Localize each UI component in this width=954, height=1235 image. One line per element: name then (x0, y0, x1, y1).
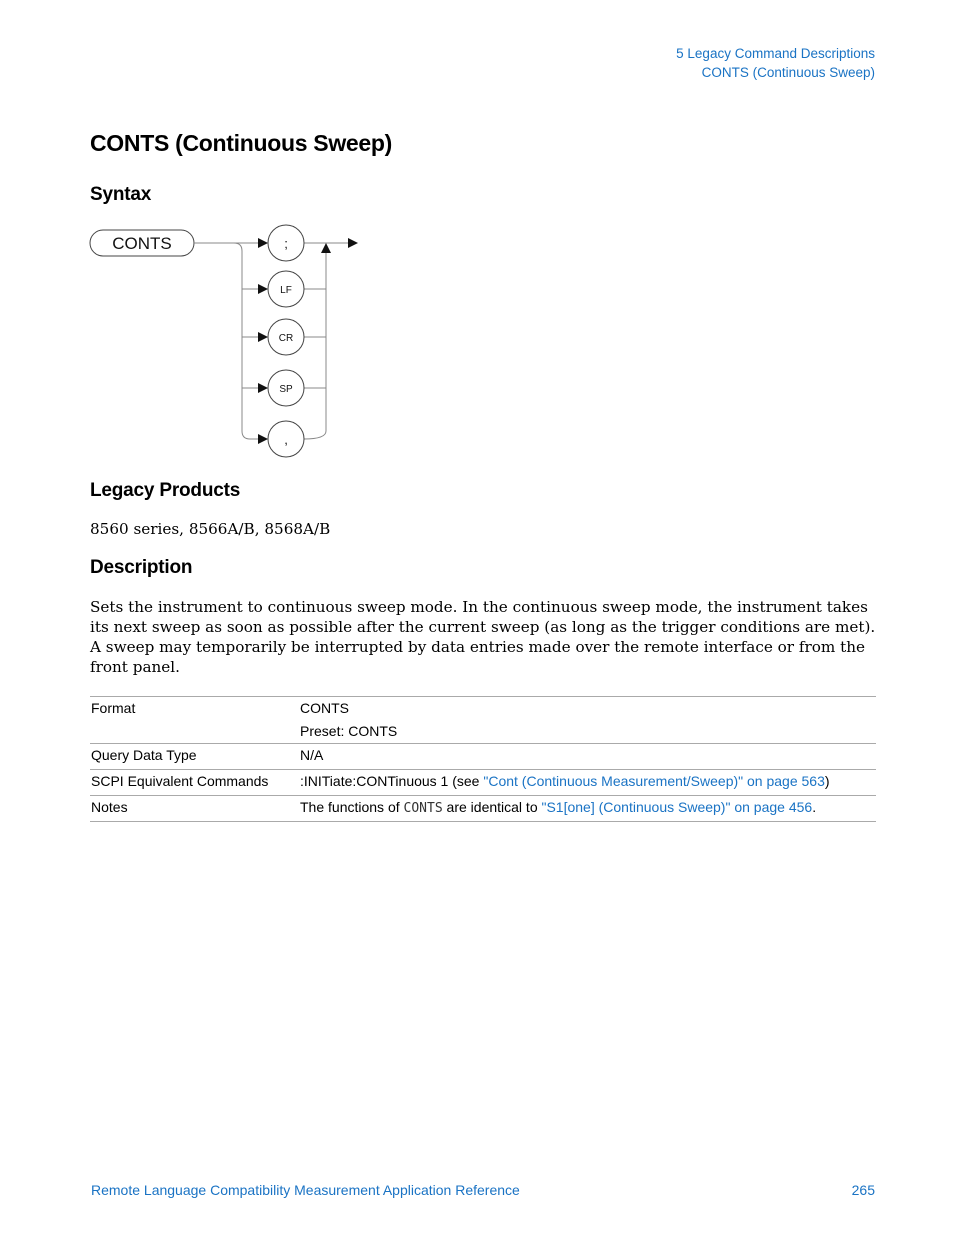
scpi-label: SCPI Equivalent Commands (90, 770, 300, 796)
description-text: Sets the instrument to continuous sweep mode. In the continuous sweep mode, the instrument takes its next sweep as soon as possible after the current sweep (as long as the trigger conditions are met). A sweep may temporarily be interrupted by data entries made over the remote interface or from the front panel. (90, 598, 876, 676)
header-section: CONTS (Continuous Sweep) (701, 65, 875, 80)
page-number: 265 (851, 1182, 875, 1198)
terminator-label: SP (279, 384, 293, 395)
format-preset: Preset: CONTS (300, 723, 398, 739)
syntax-diagram (88, 222, 368, 467)
header-chapter: 5 Legacy Command Descriptions (676, 46, 875, 61)
running-header (676, 44, 875, 82)
page-title: CONTS (Continuous Sweep) (90, 130, 393, 156)
terminator-label: LF (280, 285, 292, 296)
scpi-suffix: ) (824, 773, 830, 789)
notes-label: Notes (90, 796, 300, 822)
notes-prefix: The functions of (300, 799, 404, 815)
notes-suffix: . (812, 799, 817, 815)
terminator-label: , (284, 432, 288, 447)
table-row (90, 796, 876, 822)
legacy-products-text: 8560 series, 8566A/B, 8568A/B (90, 520, 331, 538)
table-row (90, 697, 876, 744)
query-value: N/A (300, 744, 876, 770)
scpi-link[interactable]: "Cont (Continuous Measurement/Sweep)" on page 563 (483, 773, 825, 789)
format-label: Format (90, 697, 300, 744)
query-label: Query Data Type (90, 744, 300, 770)
notes-middle: are identical to (442, 799, 542, 815)
format-value: CONTS (300, 700, 349, 716)
notes-cell (300, 796, 876, 822)
footer (91, 1182, 875, 1198)
format-cell (300, 697, 876, 744)
table-row (90, 744, 876, 770)
footer-title: Remote Language Compatibility Measurement Application Reference (91, 1182, 520, 1198)
description-heading: Description (90, 557, 193, 578)
scpi-cell (300, 770, 876, 796)
table-row (90, 770, 876, 796)
syntax-heading: Syntax (90, 184, 152, 205)
scpi-prefix: :INITiate:CONTinuous 1 (see (300, 773, 484, 789)
terminator-label: CR (278, 333, 294, 344)
terminator-label: ; (284, 236, 288, 251)
notes-code: CONTS (403, 801, 443, 816)
command-label: CONTS (112, 234, 172, 253)
legacy-products-heading: Legacy Products (90, 480, 241, 501)
notes-link[interactable]: "S1[one] (Continuous Sweep)" on page 456 (541, 799, 813, 815)
command-table (90, 696, 876, 822)
